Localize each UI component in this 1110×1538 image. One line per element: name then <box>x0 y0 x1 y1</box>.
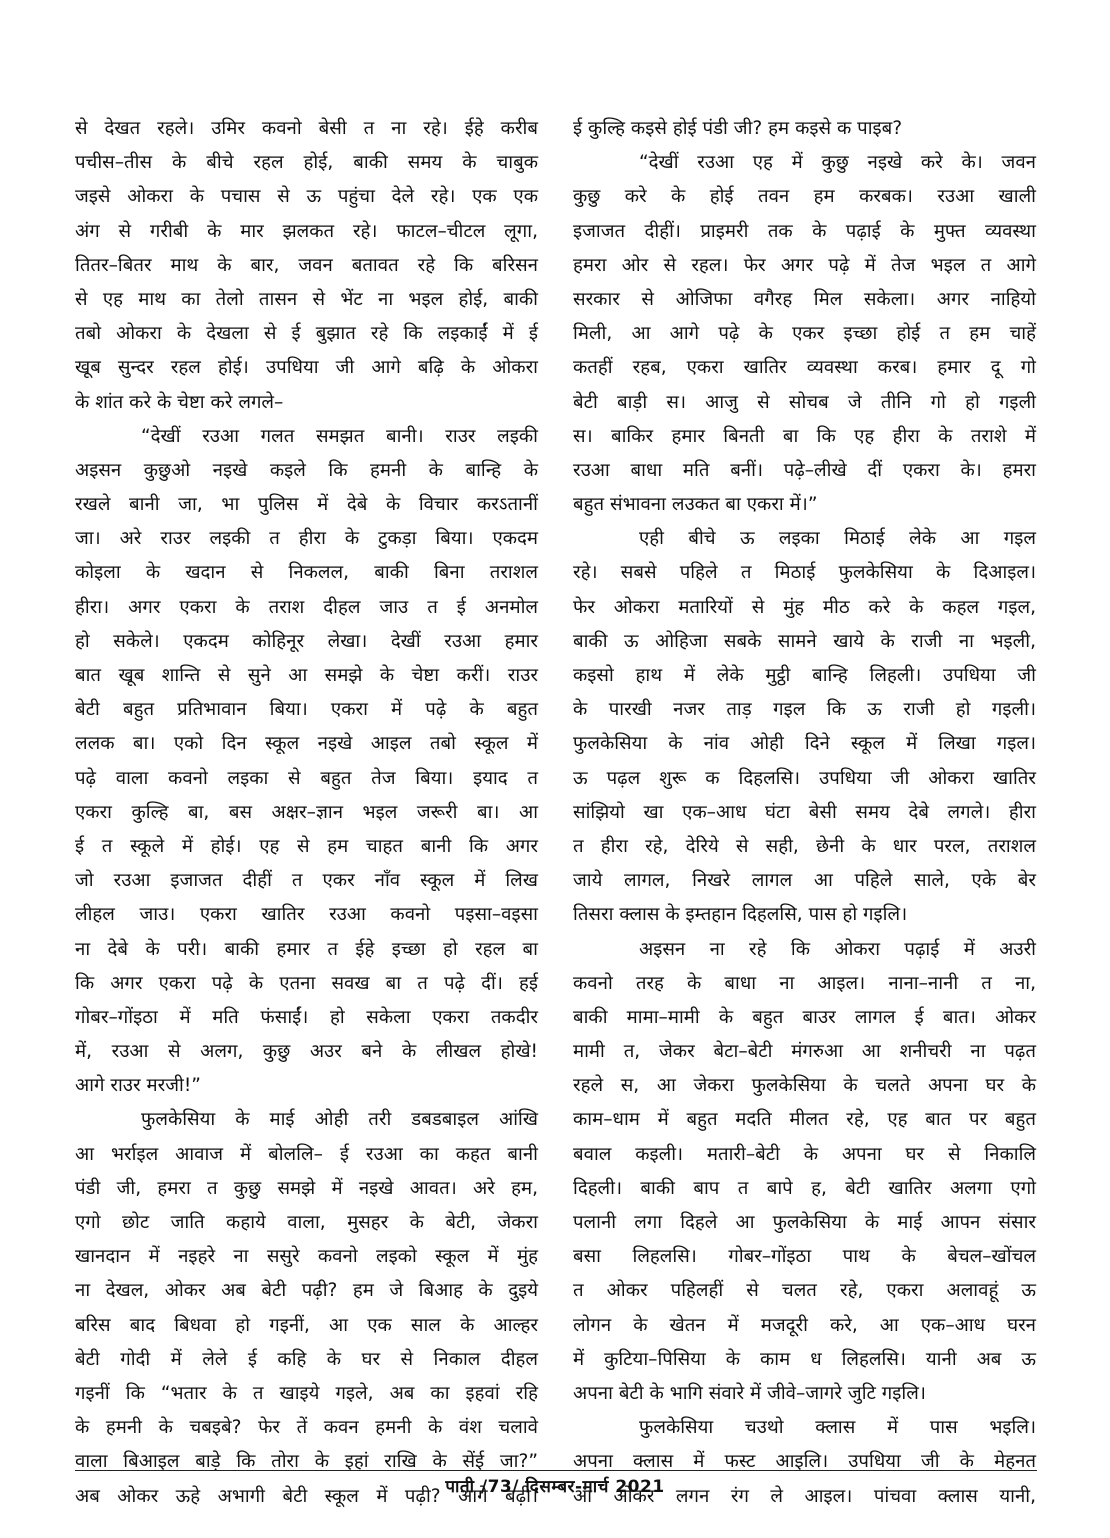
text-line: बाकी मामा–मामी के बहुत बाउर लागल ई बात। ओकर <box>573 1006 1036 1028</box>
text-line: कोइला के खदान से निकलल, बाकी बिना तराशल <box>75 562 538 584</box>
text-line: से एह माथ का तेलो तासन से भेंट ना भइल होई, बाकी <box>75 288 538 310</box>
text-line: ऊ पढ़ल शुरू क दिहलसि। उपधिया जी ओकरा खातिर <box>573 767 1036 789</box>
text-line: में, रउआ से अलग, कुछु अउर बने के लीखल होखे! <box>75 1041 538 1063</box>
text-line: अइसन ना रहे कि ओकरा पढ़ाई में अउरी <box>639 938 1036 960</box>
text-line: तितर–बितर माथ के बार, जवन बतावत रहे कि बरिसन <box>75 254 538 276</box>
text-line: सांझियो खा एक–आध घंटा बेसी समय देबे लगले। हीरा <box>573 801 1036 823</box>
text-line: पलानी लगा दिहले आ फुलकेसिया के माई आपन संसार <box>573 1212 1036 1233</box>
text-line: बरिस बाद बिधवा हो गइनीं, आ एक साल के आल्हर <box>75 1314 538 1336</box>
text-line: हो सकेले। एकदम कोहिनूर लेखा। देखीं रउआ हमार <box>75 630 538 652</box>
text-line: जो रउआ इजाजत दीहीं त एकर नाँव स्कूल में लिख <box>75 870 538 892</box>
text-line: “देखीं रउआ एह में कुछु नइखे करे के। जवन <box>639 152 1036 174</box>
text-line: बेटी बहुत प्रतिभावान बिया। एकरा में पढ़े के बहुत <box>75 699 538 721</box>
text-line: इजाजत दीहीं। प्राइमरी तक के पढ़ाई के मुफ्त व्यवस्था <box>573 220 1036 242</box>
text-line: बहुत संभावना लउकत बा एकरा में।” <box>573 494 818 516</box>
text-line: स। बाकिर हमार बिनती बा कि एह हीरा के तराशे में <box>573 425 1036 447</box>
text-line: जाये लागल, निखरे लागल आ पहिले साले, एके बेर <box>573 870 1036 892</box>
text-line: खूब सुन्दर रहल होई। उपधिया जी आगे बढ़ि के ओकरा <box>75 357 538 379</box>
text-line: कइसो हाथ में लेके मुट्ठी बान्हि लिहली। उपधिया जी <box>573 665 1036 686</box>
text-line: अंग से गरीबी के मार झलकत रहे। फाटल–चीटल लूगा, <box>75 220 538 242</box>
text-line: बेटी गोदी में लेले ई कहि के घर से निकाल दीहल <box>75 1348 538 1370</box>
text-line: एगो छोट जाति कहाये वाला, मुसहर के बेटी, जेकरा <box>75 1212 538 1233</box>
text-line: काम–धाम में बहुत मदति मीलत रहे, एह बात पर बहुत <box>573 1109 1036 1131</box>
text-line: रखले बानी जा, भा पुलिस में देबे के विचार करऽतानीं <box>75 494 538 516</box>
text-line: हमरा ओर से रहल। फेर अगर पढ़े में तेज भइल त आगे <box>573 254 1036 276</box>
text-line: के पारखी नजर ताड़ गइल कि ऊ राजी हो गइली। <box>573 699 1036 721</box>
page-footer: पाती /73/ दिसम्बर-मार्च 2021 <box>445 1477 665 1497</box>
text-line: ई त स्कूले में होई। एह से हम चाहत बानी कि अगर <box>75 835 538 857</box>
text-line: कि अगर एकरा पढ़े के एतना सवख बा त पढ़े दीं। हई <box>75 972 538 994</box>
text-line: तबो ओकरा के देखला से ई बुझात रहे कि लइकाईं में ई <box>75 323 538 345</box>
text-line: अइसन कुछुओ नइखे कइले कि हमनी के बान्हि के <box>75 459 538 481</box>
left-column <box>75 112 538 1514</box>
text-line: एही बीचे ऊ लइका मिठाई लेके आ गइल <box>639 528 1036 550</box>
text-line: लीहल जाउ। एकरा खातिर रउआ कवनो पइसा–वइसा <box>75 904 538 926</box>
text-line: कुछु करे के होई तवन हम करबक। रउआ खाली <box>573 186 1036 208</box>
text-line: रहे। सबसे पहिले त मिठाई फुलकेसिया के दिआइल। <box>573 562 1036 584</box>
text-line: अब ओकर ऊहे अभागी बेटी स्कूल में पढ़ी? आगे बढ़ी। <box>75 1485 538 1507</box>
text-line: ललक बा। एको दिन स्कूल नइखे आइल तबो स्कूल में <box>75 733 538 755</box>
text-line: अपना बेटी के भागि संवारे में जीवे–जागरे जुटि गइलि। <box>573 1382 926 1404</box>
text-line: फुलकेसिया चउथो क्लास में पास भइलि। <box>639 1417 1036 1439</box>
text-line: पढ़े वाला कवनो लइका से बहुत तेज बिया। इयाद त <box>75 767 538 789</box>
text-line: के हमनी के चबइबे? फेर तें कवन हमनी के वंश चलावे <box>75 1417 539 1439</box>
text-line: फुलकेसिया के नांव ओही दिने स्कूल में लिखा गइल। <box>573 733 1036 755</box>
text-line: गइनीं कि “भतार के त खाइये गइले, अब का इहवां रहि <box>75 1382 538 1404</box>
text-line: बात खूब शान्ति से सुने आ समझे के चेष्टा करीं। राउर <box>75 665 538 686</box>
text-line: फुलकेसिया के माई ओही तरी डबडबाइल आंखि <box>141 1109 538 1131</box>
text-line: सरकार से ओजिफा वगैरह मिल सकेला। अगर नाहियो <box>573 288 1036 310</box>
text-line: एकरा कुल्हि बा, बस अक्षर–ज्ञान भइल जरूरी बा। आ <box>75 801 538 823</box>
text-line: दिहली। बाकी बाप त बापे ह, बेटी खातिर अलगा एगो <box>573 1177 1036 1199</box>
text-line: के शांत करे के चेष्टा करे लगले– <box>75 391 284 413</box>
text-line: बाकी ऊ ओहिजा सबके सामने खाये के राजी ना भइली, <box>573 630 1036 652</box>
right-column <box>573 112 1036 1514</box>
text-line: गोबर–गोंइठा में मति फंसाईं। हो सकेला एकरा तकदीर <box>75 1006 538 1028</box>
text-line: वाला बिआइल बाड़े कि तोरा के इहां राखि के सेंई जा?” <box>75 1451 538 1473</box>
text-line: जइसे ओकरा के पचास से ऊ पहुंचा देले रहे। एक एक <box>75 186 538 208</box>
text-line: अपना क्लास में फस्ट आइलि। उपधिया जी के मेहनत <box>573 1451 1036 1473</box>
text-line: से देखत रहले। उमिर कवनो बेसी त ना रहे। ईहे करीब <box>75 118 538 139</box>
text-line: आगे राउर मरजी!” <box>75 1075 201 1097</box>
text-line: पंडी जी, हमरा त कुछु समझे में नइखे आवत। अरे हम, <box>75 1177 538 1199</box>
text-line: तिसरा क्लास के इम्तहान दिहलसि, पास हो गइलि। <box>573 904 908 926</box>
text-line: में कुटिया–पिसिया के काम ध लिहलसि। यानी अब ऊ <box>573 1348 1036 1370</box>
text-line: बसा लिहलसि। गोबर–गोंइठा पाथ के बेचल–खोंचल <box>573 1246 1036 1268</box>
text-line: मामी त, जेकर बेटा–बेटी मंगरुआ आ शनीचरी ना पढ़त <box>573 1041 1036 1063</box>
text-line: बेटी बाड़ी स। आजु से सोचब जे तीनि गो हो गइली <box>573 391 1036 413</box>
footer-divider <box>75 1470 1037 1471</box>
text-line: खानदान में नइहरे ना ससुरे कवनो लइको स्कूल में मुंह <box>75 1246 538 1268</box>
text-line: आ ओकर लगन रंग ले आइल। पांचवा क्लास यानी, <box>573 1485 1036 1507</box>
text-line: कतहीं रहब, एकरा खातिर व्यवस्था करब। हमार दू गो <box>573 357 1036 379</box>
text-line: कवनो तरह के बाधा ना आइल। नाना–नानी त ना, <box>573 972 1036 994</box>
text-line: जा। अरे राउर लइकी त हीरा के टुकड़ा बिया। एकदम <box>75 528 538 550</box>
text-line: “देखीं रउआ गलत समझत बानी। राउर लइकी <box>141 425 538 447</box>
text-line: रहले स, आ जेकरा फुलकेसिया के चलते अपना घर के <box>573 1075 1036 1097</box>
text-line: ना देखल, ओकर अब बेटी पढ़ी? हम जे बिआह के दुइये <box>75 1280 538 1302</box>
text-line: ई कुल्हि कइसे होई पंडी जी? हम कइसे क पाइब? <box>573 118 903 139</box>
text-line: आ भर्राइल आवाज में बोललि– ई रउआ का कहत बानी <box>75 1143 538 1165</box>
text-line: ना देबे के परी। बाकी हमार त ईहे इच्छा हो रहल बा <box>75 938 538 960</box>
text-line: त ओकर पहिलहीं से चलत रहे, एकरा अलावहूं ऊ <box>573 1280 1036 1302</box>
text-line: लोगन के खेतन में मजदूरी करे, आ एक–आध घरन <box>573 1314 1036 1336</box>
text-line: हीरा। अगर एकरा के तराश दीहल जाउ त ई अनमोल <box>75 596 538 618</box>
text-line: बवाल कइली। मतारी–बेटी के अपना घर से निकालि <box>573 1143 1036 1165</box>
text-line: पचीस–तीस के बीचे रहल होई, बाकी समय के चाबुक <box>75 152 538 174</box>
text-line: मिली, आ आगे पढ़े के एकर इच्छा होई त हम चाहें <box>573 323 1036 345</box>
text-line: रउआ बाधा मति बनीं। पढ़े–लीखे दीं एकरा के। हमरा <box>573 459 1036 481</box>
text-line: फेर ओकरा मतारियों से मुंह मीठ करे के कहल गइल, <box>573 596 1036 618</box>
text-line: त हीरा रहे, देरिये से सही, छेनी के धार परल, तराशल <box>573 835 1036 857</box>
